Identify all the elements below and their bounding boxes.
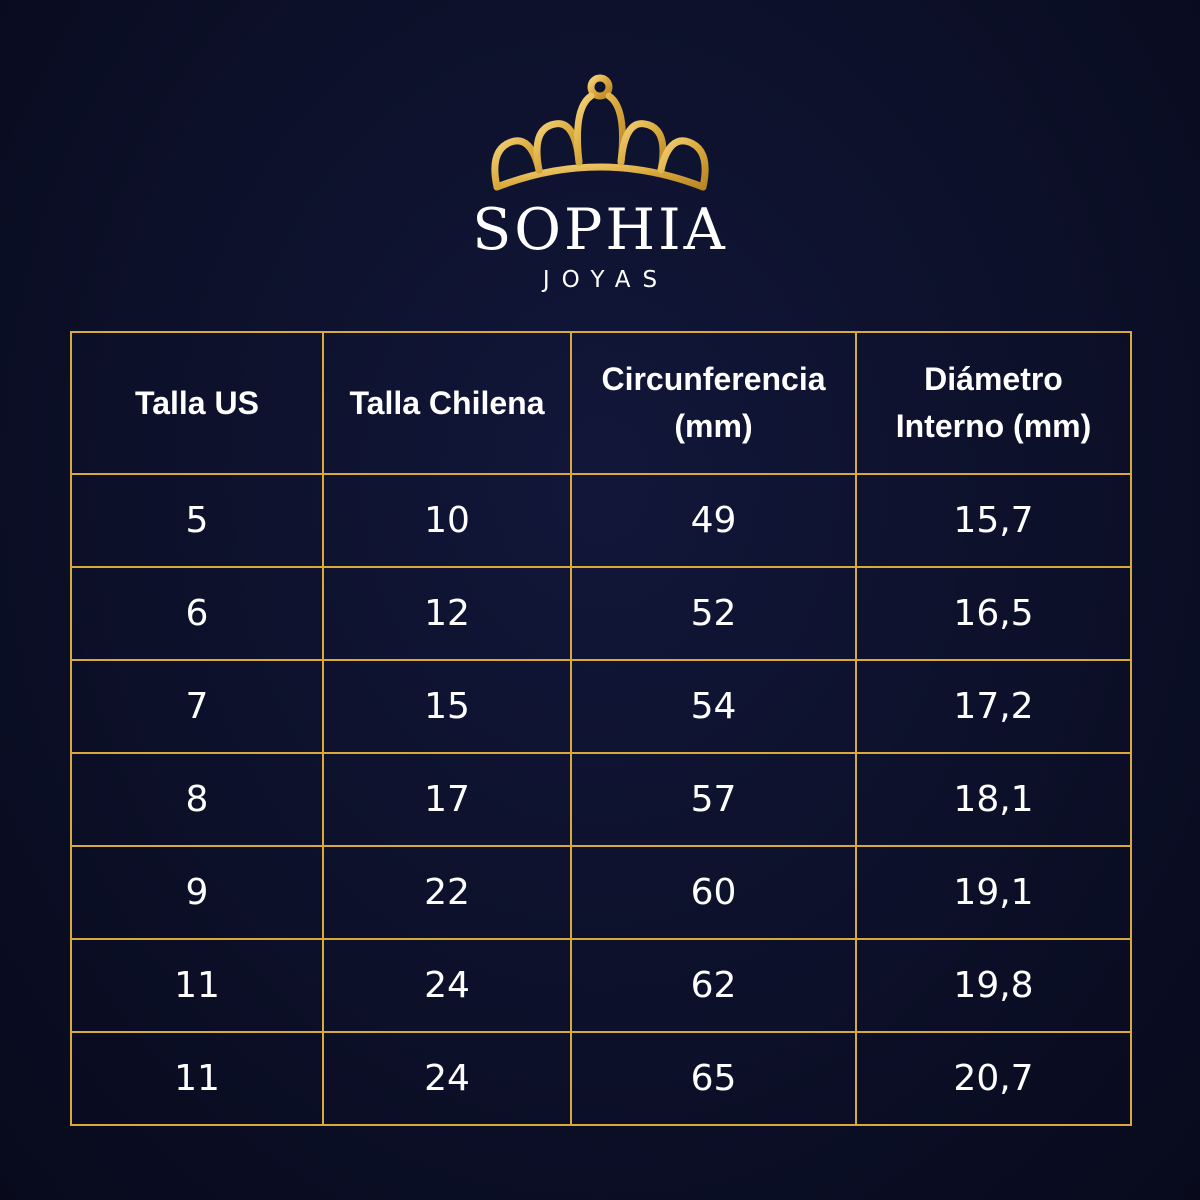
table-header-row: [71, 332, 1131, 474]
table-row: [71, 474, 1131, 567]
cell-diametro: 19,1: [856, 846, 1131, 939]
table-row: [71, 939, 1131, 1032]
cell-circunferencia: 62: [571, 939, 856, 1032]
cell-talla-us: 8: [71, 753, 323, 846]
cell-talla-us: 11: [71, 939, 323, 1032]
cell-talla-chilena: 17: [323, 753, 571, 846]
header-talla-us: Talla US: [71, 332, 323, 474]
cell-circunferencia: 54: [571, 660, 856, 753]
cell-talla-chilena: 10: [323, 474, 571, 567]
cell-talla-chilena: 15: [323, 660, 571, 753]
cell-circunferencia: 49: [571, 474, 856, 567]
cell-talla-chilena: 24: [323, 939, 571, 1032]
table-row: [71, 753, 1131, 846]
cell-circunferencia: 60: [571, 846, 856, 939]
cell-circunferencia: 57: [571, 753, 856, 846]
cell-diametro: 16,5: [856, 567, 1131, 660]
cell-talla-us: 7: [71, 660, 323, 753]
cell-talla-us: 6: [71, 567, 323, 660]
cell-diametro: 20,7: [856, 1032, 1131, 1125]
brand-logo: [0, 0, 1200, 310]
table-row: [71, 567, 1131, 660]
cell-diametro: 17,2: [856, 660, 1131, 753]
header-talla-chilena: Talla Chilena: [323, 332, 571, 474]
brand-name: SOPHIA: [472, 197, 728, 263]
cell-diametro: 19,8: [856, 939, 1131, 1032]
cell-talla-chilena: 12: [323, 567, 571, 660]
cell-circunferencia: 52: [571, 567, 856, 660]
header-circunferencia: Circunferencia (mm): [571, 332, 856, 474]
header-diametro-interno: Diámetro Interno (mm): [856, 332, 1131, 474]
cell-circunferencia: 65: [571, 1032, 856, 1125]
cell-diametro: 15,7: [856, 474, 1131, 567]
cell-diametro: 18,1: [856, 753, 1131, 846]
crown-icon: [485, 62, 715, 197]
table-row: [71, 846, 1131, 939]
cell-talla-us: 9: [71, 846, 323, 939]
brand-subtitle: JOYAS: [542, 267, 670, 293]
table-row: [71, 1032, 1131, 1125]
cell-talla-chilena: 24: [323, 1032, 571, 1125]
cell-talla-us: 11: [71, 1032, 323, 1125]
cell-talla-chilena: 22: [323, 846, 571, 939]
ring-size-table: [70, 331, 1132, 1126]
cell-talla-us: 5: [71, 474, 323, 567]
table-row: [71, 660, 1131, 753]
